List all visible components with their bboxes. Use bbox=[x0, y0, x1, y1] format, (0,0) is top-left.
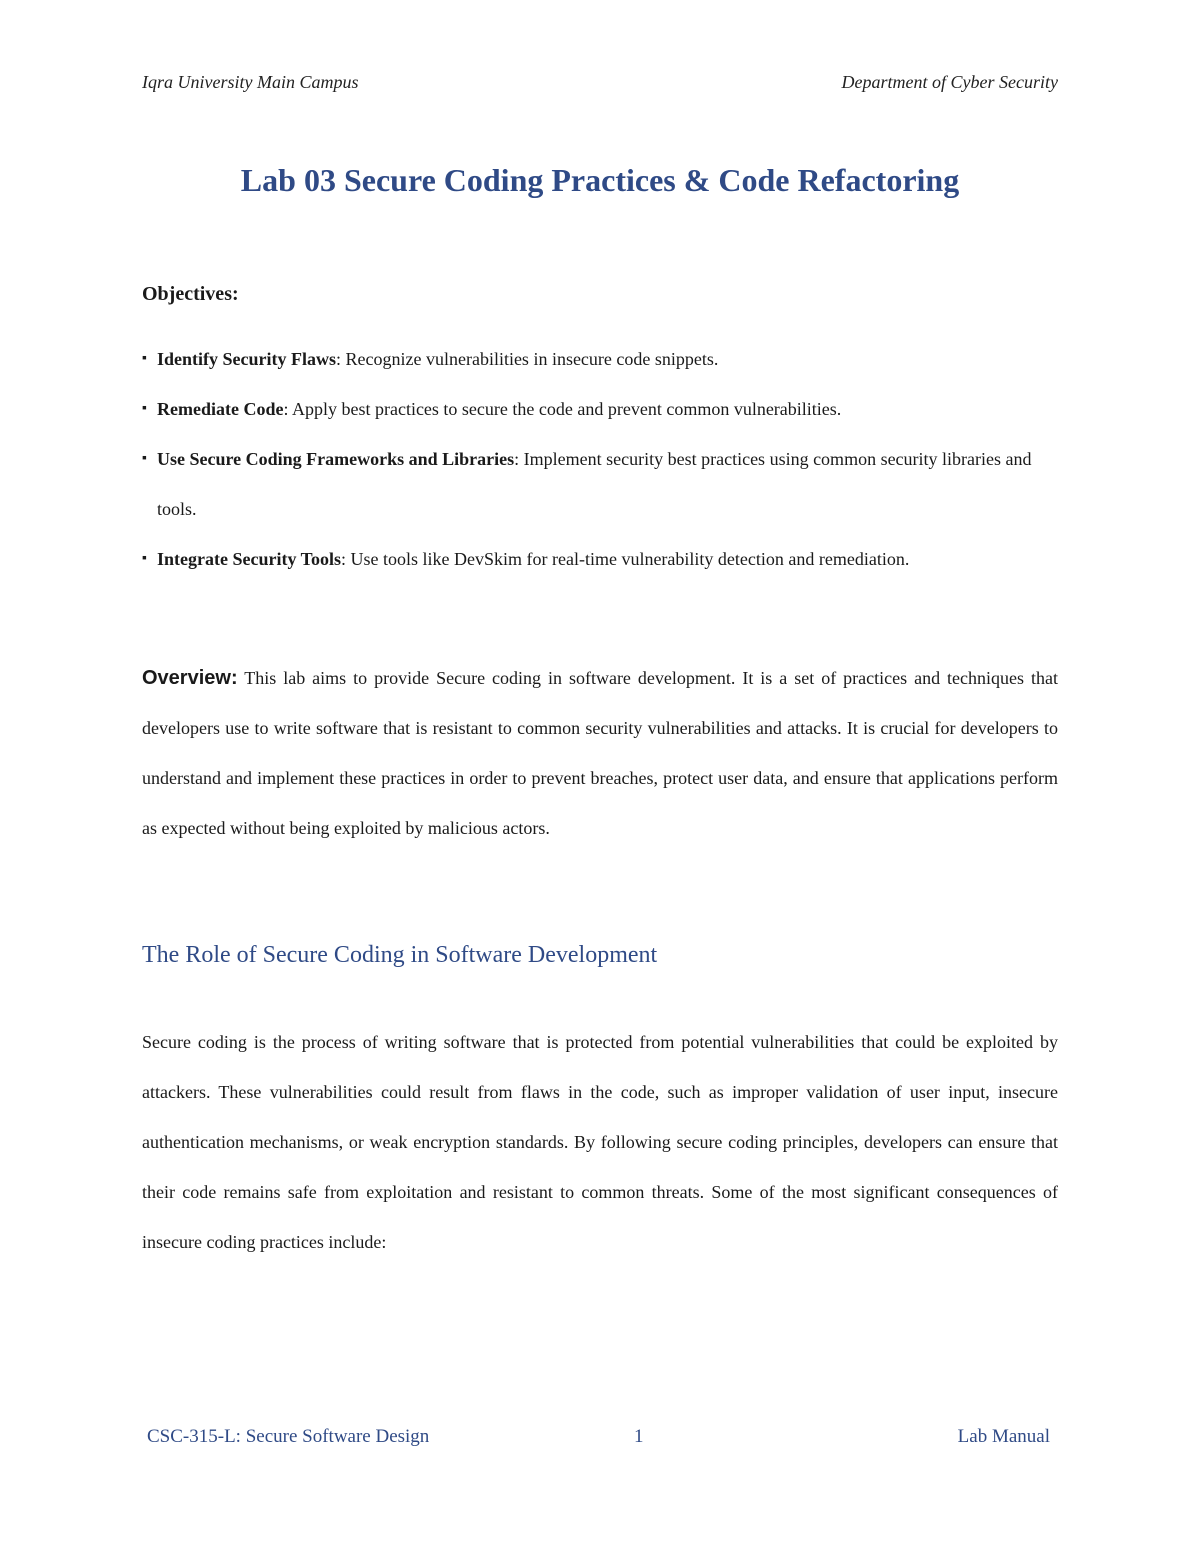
header-right: Department of Cyber Security bbox=[841, 72, 1058, 92]
footer-label: Lab Manual bbox=[957, 1426, 1050, 1447]
objective-term: Identify Security Flaws bbox=[157, 349, 336, 369]
bullet-icon: ▪ bbox=[142, 351, 147, 366]
objectives-heading: Objectives: bbox=[142, 283, 239, 305]
objective-item bbox=[142, 334, 1062, 384]
overview-text: This lab aims to provide Secure coding in software development. It is a set of practices and techniques that developers use to write software that is resistant to common security vulnerabilities and attacks. It is crucial for developers to understand and implement these practices in order to prevent breaches, protect user data, and ensure that applications perform as expected without being exploited by malicious actors. bbox=[142, 668, 1058, 838]
objective-term: Remediate Code bbox=[157, 399, 284, 419]
objective-item bbox=[142, 434, 1062, 534]
objective-text: : Apply best practices to secure the code and prevent common vulnerabilities. bbox=[283, 399, 842, 419]
objective-term: Integrate Security Tools bbox=[157, 549, 341, 569]
objective-term: Use Secure Coding Frameworks and Libraries bbox=[157, 449, 515, 469]
overview-paragraph bbox=[142, 653, 1058, 853]
section-heading: The Role of Secure Coding in Software Development bbox=[142, 942, 658, 968]
page-header bbox=[142, 72, 1058, 93]
section-paragraph: Secure coding is the process of writing software that is protected from potential vulnerabilities that could be exploited by attackers. These vulnerabilities could result from flaws in the code, such as improper validation of user input, insecure authentication mechanisms, or weak encryption standards. By following secure coding principles, developers can ensure that their code remains safe from exploitation and resistant to common threats. Some of the most significant consequences of insecure coding practices include: bbox=[142, 1032, 1058, 1252]
bullet-icon: ▪ bbox=[142, 401, 147, 416]
objective-item bbox=[142, 384, 1062, 434]
objective-text: : Use tools like DevSkim for real-time vulnerability detection and remediation. bbox=[341, 549, 910, 569]
footer-page-number: 1 bbox=[634, 1426, 644, 1447]
bullet-icon: ▪ bbox=[142, 551, 147, 566]
objective-text: : Implement security best practices using common security libraries and tools. bbox=[157, 449, 1032, 519]
objective-text: : Recognize vulnerabilities in insecure code snippets. bbox=[336, 349, 719, 369]
objective-item bbox=[142, 534, 1062, 584]
footer-course: CSC-315-L: Secure Software Design bbox=[147, 1426, 430, 1447]
overview-label: Overview: bbox=[142, 667, 238, 689]
document-title: Lab 03 Secure Coding Practices & Code Refactoring bbox=[240, 162, 960, 198]
bullet-icon: ▪ bbox=[142, 451, 147, 466]
page-footer bbox=[147, 1426, 1050, 1448]
objectives-list bbox=[142, 334, 1062, 584]
header-left: Iqra University Main Campus bbox=[142, 72, 359, 92]
